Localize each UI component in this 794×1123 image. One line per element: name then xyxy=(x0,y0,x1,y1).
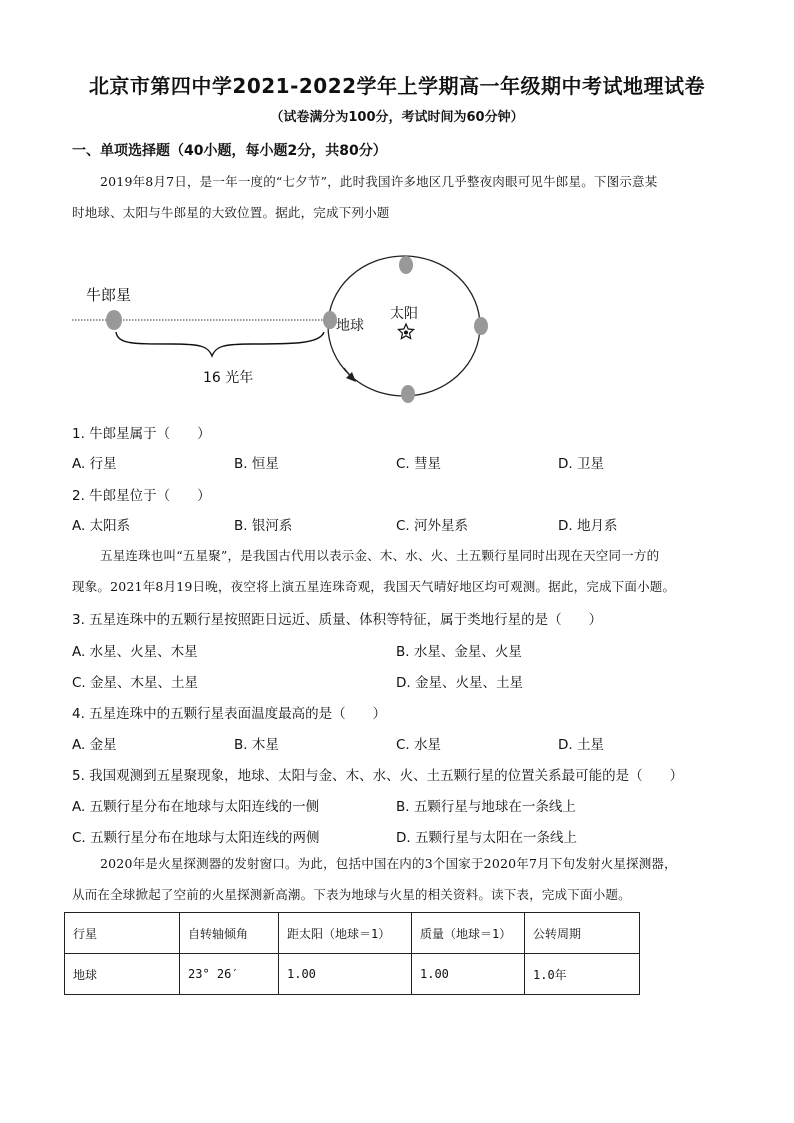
table-cell: 地球 xyxy=(65,954,180,995)
question-1-option-b[interactable]: B. 恒星 xyxy=(234,456,279,472)
question-5-stem: 5. 我国观测到五星聚现象，地球、太阳与金、木、水、火、土五颗行星的位置关系最可能的是（ ） xyxy=(72,768,684,784)
sun-icon xyxy=(398,324,413,339)
question-5-option-c[interactable]: C. 五颗行星分布在地球与太阳连线的两侧 xyxy=(72,830,320,846)
question-4-option-b[interactable]: B. 木星 xyxy=(234,737,279,753)
question-4-option-d[interactable]: D. 土星 xyxy=(558,737,604,753)
question-3-stem: 3. 五星连珠中的五颗行星按照距日远近、质量、体积等特征，属于类地行星的是（ ） xyxy=(72,612,603,628)
section-heading: 一、单项选择题（40小题，每小题2分，共80分） xyxy=(72,143,387,159)
table-header-cell: 行星 xyxy=(65,913,180,954)
question-4-option-a[interactable]: A. 金星 xyxy=(72,737,117,753)
passage-1-line-1: 2019年8月7日，是一年一度的“七夕节”，此时我国许多地区几乎整夜肉眼可见牛郎星。下图示意某 xyxy=(100,174,658,189)
question-3-option-b[interactable]: B. 水星、金星、火星 xyxy=(396,644,522,660)
table-header-cell: 自转轴倾角 xyxy=(180,913,279,954)
table-header-cell: 距太阳（地球＝1） xyxy=(279,913,412,954)
passage-3 xyxy=(72,848,722,910)
question-5-option-a[interactable]: A. 五颗行星分布在地球与太阳连线的一侧 xyxy=(72,799,320,815)
sun-label: 太阳 xyxy=(390,306,418,322)
table-cell: 1.00 xyxy=(412,954,525,995)
table-header-cell: 公转周期 xyxy=(525,913,640,954)
page-subtitle: （试卷满分为100分，考试时间为60分钟） xyxy=(270,110,524,125)
question-2-option-c[interactable]: C. 河外星系 xyxy=(396,518,469,534)
question-2-option-b[interactable]: B. 银河系 xyxy=(234,518,293,534)
question-2-stem: 2. 牛郎星位于（ ） xyxy=(72,488,211,504)
question-1-option-a[interactable]: A. 行星 xyxy=(72,456,117,472)
table-header-row xyxy=(65,913,640,954)
question-1-option-d[interactable]: D. 卫星 xyxy=(558,456,604,472)
question-1-stem: 1. 牛郎星属于（ ） xyxy=(72,426,211,442)
question-1-option-c[interactable]: C. 彗星 xyxy=(396,456,442,472)
altair-label: 牛郎星 xyxy=(86,286,132,304)
table-cell: 1.0年 xyxy=(525,954,640,995)
passage-3-line-1: 2020年是火星探测器的发射窗口。为此，包括中国在内的3个国家于2020年7月下旬发射火星探测器， xyxy=(100,856,677,871)
passage-3-line-2: 从而在全球掀起了空前的火星探测新高潮。下表为地球与火星的相关资料。读下表，完成下面小题。 xyxy=(72,887,631,902)
star-position-diagram xyxy=(72,248,512,408)
passage-1-line-2: 时地球、太阳与牛郎星的大致位置。据此，完成下列小题 xyxy=(72,205,390,220)
distance-label: 16 光年 xyxy=(203,370,254,386)
question-4-stem: 4. 五星连珠中的五颗行星表面温度最高的是（ ） xyxy=(72,706,387,722)
planet-data-table xyxy=(64,912,640,995)
page-title: 北京市第四中学2021-2022学年上学期高一年级期中考试地理试卷 xyxy=(88,74,706,98)
passage-2-line-2: 现象。2021年8月19日晚，夜空将上演五星连珠奇观，我国天气晴好地区均可观测。据此，完成下面小题。 xyxy=(72,579,676,594)
passage-2-line-1: 五星连珠也叫“五星聚”，是我国古代用以表示金、木、水、火、土五颗行星同时出现在天空同一方的 xyxy=(100,548,660,563)
question-3-option-a[interactable]: A. 水星、火星、木星 xyxy=(72,644,198,660)
table-cell: 23° 26′ xyxy=(180,954,279,995)
earth-position-left xyxy=(323,311,337,329)
question-2-option-a[interactable]: A. 太阳系 xyxy=(72,518,131,534)
question-5-option-b[interactable]: B. 五颗行星与地球在一条线上 xyxy=(396,799,576,815)
table-row xyxy=(65,954,640,995)
question-5-option-d[interactable]: D. 五颗行星与太阳在一条线上 xyxy=(396,830,577,846)
earth-position-bottom xyxy=(401,385,415,403)
question-3-option-d[interactable]: D. 金星、火星、土星 xyxy=(396,675,523,691)
earth-label: 地球 xyxy=(336,318,364,334)
question-3-option-c[interactable]: C. 金星、木星、土星 xyxy=(72,675,199,691)
distance-brace xyxy=(116,332,324,356)
earth-position-right xyxy=(474,317,488,335)
question-4-option-c[interactable]: C. 水星 xyxy=(396,737,442,753)
table-cell: 1.00 xyxy=(279,954,412,995)
earth-position-top xyxy=(399,256,413,274)
passage-1 xyxy=(72,166,722,228)
passage-2 xyxy=(72,540,722,602)
table-header-cell: 质量（地球＝1） xyxy=(412,913,525,954)
question-2-option-d[interactable]: D. 地月系 xyxy=(558,518,618,534)
altair-star xyxy=(106,310,122,330)
